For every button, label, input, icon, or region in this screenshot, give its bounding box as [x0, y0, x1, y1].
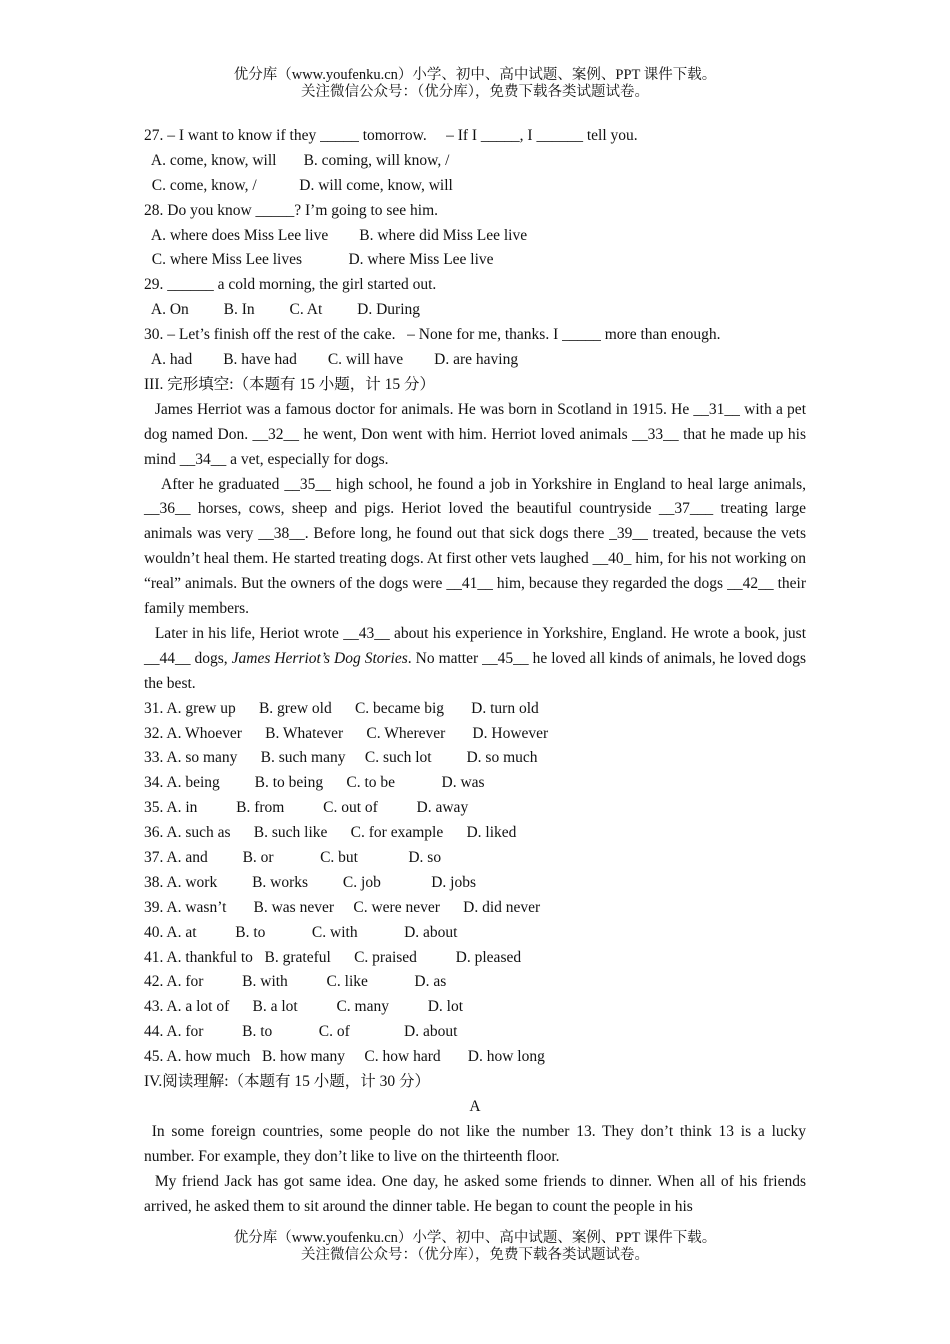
cloze-item-41: 41. A. thankful to B. grateful C. praised D. pleased [144, 948, 522, 966]
question-28-options-1: A. where does Miss Lee live B. where did Miss Lee live [144, 226, 528, 244]
cloze-item-44: 44. A. for B. to C. of D. about [144, 1023, 458, 1041]
header-line-1: 优分库（www.youfenku.cn）小学、初中、高中试题、案例、PPT 课件下载。 [233, 67, 717, 83]
cloze-paragraph-1: James Herriot was a famous doctor for animals. He was born in Scotland in 1915. He __31__ with a pet dog named Don. __32__ he went, Don went with him. Herriot loved animals __33__ that he made up his mind __34__ a vet, especially for dogs. [144, 400, 806, 468]
reading-section-label: A [469, 1097, 481, 1115]
question-29-options: A. On B. In C. At D. During [144, 301, 420, 319]
cloze-paragraph-3 [144, 622, 806, 697]
cloze-item-37: 37. A. and B. or C. but D. so [144, 849, 442, 867]
cloze-item-39: 39. A. wasn’t B. was never C. were never D. did never [144, 898, 541, 916]
cloze-item-43: 43. A. a lot of B. a lot C. many D. lot [144, 998, 464, 1016]
cloze-item-35: 35. A. in B. from C. out of D. away [144, 799, 469, 817]
question-27-options-1: A. come, know, will B. coming, will know, / [144, 151, 450, 169]
footer-line-2: 关注微信公众号：（优分库），免费下载各类试题试卷。 [301, 1247, 649, 1263]
cloze-item-31: 31. A. grew up B. grew old C. became big D. turn old [144, 699, 539, 717]
cloze-paragraph-3-text-a: Later in his life, Heriot wrote __43__ about his experience in Yorkshire, England. He wrote a book, just __44__ dogs, [144, 624, 806, 667]
page-footer [0, 1230, 950, 1264]
cloze-item-38: 38. A. work B. works C. job D. jobs [144, 873, 476, 891]
question-27-stem: 27. – I want to know if they _____ tomorrow. – If I _____, I ______ tell you. [144, 127, 638, 144]
cloze-heading: III. 完形填空:（本题有 15 小题，计 15 分） [144, 375, 436, 393]
reading-paragraph-1: In some foreign countries, some people do not like the number 13. They don’t think 13 is a lucky number. For example, they don’t like to live on the thirteenth floor. [144, 1122, 806, 1165]
reading-paragraph-2: My friend Jack has got same idea. One day, he asked some friends to dinner. When all of his friends arrived, he asked them to sit around the dinner table. He began to count the people in his [144, 1172, 806, 1215]
cloze-item-33: 33. A. so many B. such many C. such lot D. so much [144, 749, 538, 767]
question-30-options: A. had B. have had C. will have D. are having [144, 351, 519, 369]
book-title: James Herriot’s Dog Stories [231, 649, 408, 667]
cloze-paragraph-2: After he graduated __35__ high school, he found a job in Yorkshire in England to heal large animals, __36__ horses, cows, sheep and pigs. Heriot loved the beautiful countryside __37___ treating large animals was very __38__. Before long, he found out that sick dogs there _39__ treated, because the vets wouldn’t heal them. He started treating dogs. At first other vets laughed __40_ him, for his not working on “real” animals. But the owners of the dogs were __41__ him, because they regarded the dogs __42__ their family members. [144, 475, 806, 618]
question-28-stem: 28. Do you know _____? I’m going to see him. [144, 201, 439, 219]
question-27-options-2: C. come, know, / D. will come, know, will [144, 176, 453, 194]
cloze-item-34: 34. A. being B. to being C. to be D. was [144, 774, 485, 792]
footer-line-1: 优分库（www.youfenku.cn）小学、初中、高中试题、案例、PPT 课件下载。 [233, 1230, 717, 1246]
cloze-item-40: 40. A. at B. to C. with D. about [144, 923, 458, 941]
cloze-paragraph-3-text-b: . No matter __45__ he loved all kinds of animals, he loved dogs the best. [144, 649, 806, 692]
question-28-options-2: C. where Miss Lee lives D. where Miss Lee live [144, 251, 494, 269]
question-29-stem: 29. ______ a cold morning, the girl started out. [144, 276, 437, 294]
reading-heading: IV.阅读理解:（本题有 15 小题，计 30 分） [144, 1073, 431, 1091]
header-line-2: 关注微信公众号：（优分库），免费下载各类试题试卷。 [301, 84, 649, 100]
question-30-stem: 30. – Let’s finish off the rest of the cake. – None for me, thanks. I _____ more than enough. [144, 326, 721, 344]
cloze-item-36: 36. A. such as B. such like C. for example D. liked [144, 824, 517, 842]
cloze-item-42: 42. A. for B. with C. like D. as [144, 973, 447, 991]
page-header [0, 67, 950, 101]
cloze-item-32: 32. A. Whoever B. Whatever C. Wherever D. However [144, 724, 549, 742]
document-body [144, 124, 806, 1219]
cloze-item-45: 45. A. how much B. how many C. how hard D. how long [144, 1048, 545, 1066]
